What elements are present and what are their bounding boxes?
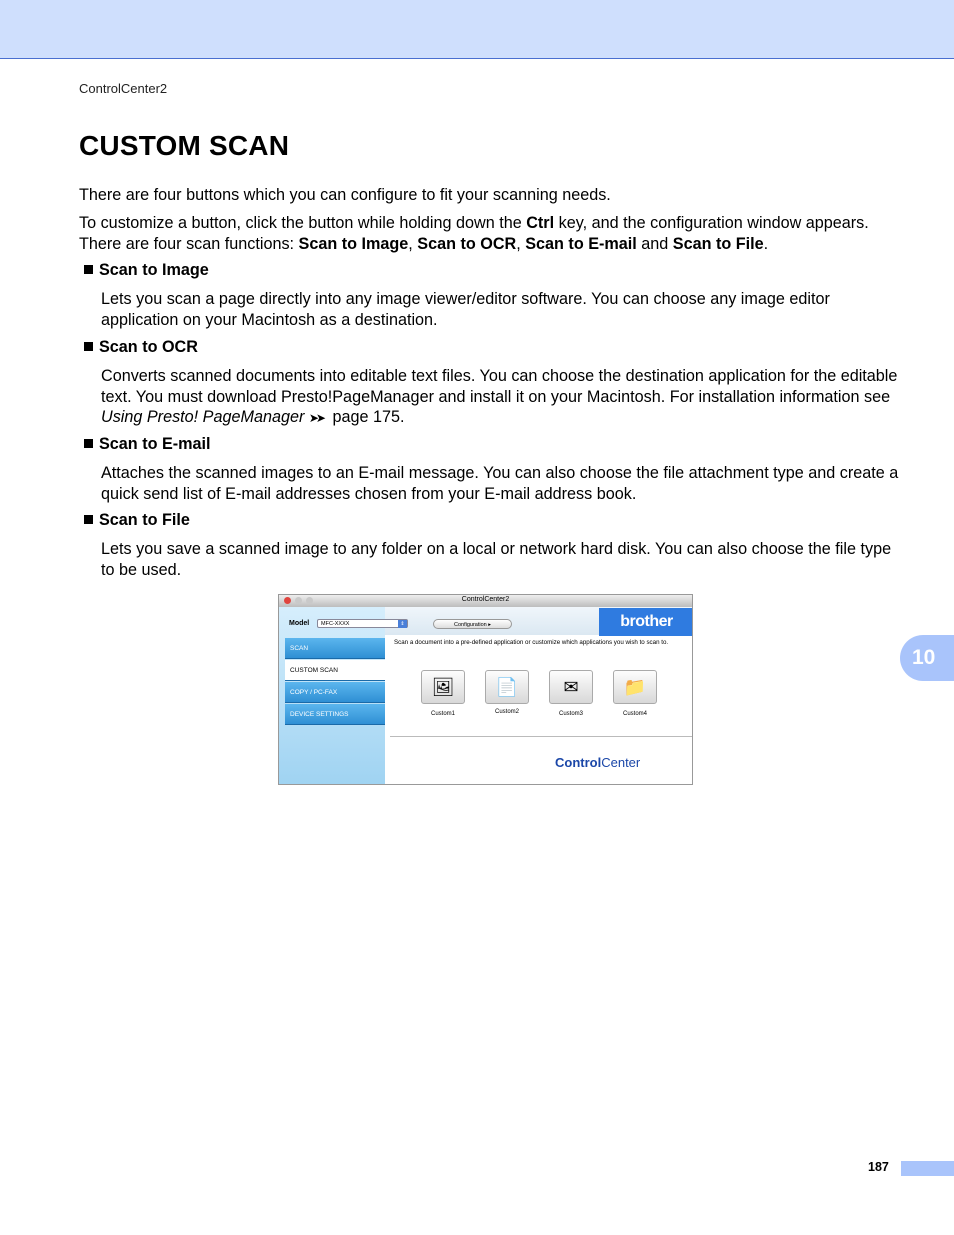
ocr-icon[interactable]: 📄 — [485, 670, 529, 704]
running-head: ControlCenter2 — [79, 81, 168, 96]
custom2-label: Custom2 — [494, 709, 519, 715]
ctrl-key: Ctrl — [526, 214, 555, 232]
bullet-text: Attaches the scanned images to an E-mail message. You can also choose the file attachment type and create a quick send list of E-mail addresses chosen from your E-mail address book. — [101, 464, 899, 503]
custom4-label: Custom4 — [622, 711, 647, 717]
bullet-text — [101, 366, 901, 429]
intro-paragraph-2 — [79, 213, 879, 254]
bullet-heading-text: Scan to E-mail — [99, 435, 211, 453]
bullet-heading-text: Scan to File — [99, 511, 190, 529]
model-label: Model — [289, 620, 310, 627]
divider — [390, 736, 693, 737]
header-band — [0, 0, 954, 59]
select-arrow-icon: ⇕ — [398, 620, 407, 628]
separator: and — [636, 234, 673, 253]
bullet-square-icon — [84, 439, 93, 448]
window-title: ControlCenter2 — [461, 596, 510, 603]
function-name: Scan to Image — [298, 234, 409, 253]
page-reference: page 175. — [327, 408, 405, 426]
intro-paragraph: There are four buttons which you can configure to fit your scanning needs. — [79, 186, 611, 204]
menu-item-copy-pc-fax[interactable]: COPY / PC-FAX — [285, 682, 385, 703]
model-select[interactable] — [317, 619, 408, 628]
bullet-heading — [84, 338, 198, 357]
menu-item-device-settings[interactable]: DEVICE SETTINGS — [285, 704, 385, 725]
bullet-heading-text: Scan to Image — [99, 261, 209, 279]
model-value: MFC-XXXX — [321, 621, 350, 627]
menu-item-scan[interactable]: SCAN — [285, 638, 385, 659]
logo-light: Center — [601, 755, 641, 770]
bullet-heading — [84, 435, 211, 454]
logo-bold: Control — [555, 755, 602, 770]
configuration-label: Configuration — [453, 622, 487, 628]
function-name: Scan to E-mail — [525, 234, 637, 253]
separator: . — [763, 234, 769, 253]
intro-text: key, and the configuration window appears. There are four scan functions: — [79, 214, 869, 253]
configuration-button[interactable]: Configuration ▸ — [433, 619, 512, 629]
bullet-text-part: Converts scanned documents into editable text files. You can choose the destination application for the editable text. You must download Presto!PageManager and install it on your Macintosh. For installation information see — [101, 367, 898, 406]
bullet-square-icon — [84, 515, 93, 524]
custom1-label: Custom1 — [430, 711, 455, 717]
image-icon[interactable]: 🖼 — [421, 670, 465, 704]
bullet-square-icon — [84, 342, 93, 351]
page-number-bar — [901, 1161, 954, 1176]
bullet-text: Lets you save a scanned image to any folder on a local or network hard disk. You can also choose the file type to be used. — [101, 540, 892, 579]
separator: , — [516, 234, 526, 253]
double-arrow-icon: ➤➤ — [308, 411, 323, 425]
bullet-heading — [84, 261, 209, 280]
folder-icon[interactable]: 📁 — [613, 670, 657, 704]
bullet-text: Lets you scan a page directly into any image viewer/editor software. You can choose any image editor application on your Macintosh as a destination. — [101, 290, 830, 329]
intro-text: To customize a button, click the button while holding down the — [79, 214, 527, 232]
bullet-square-icon — [84, 265, 93, 274]
bullet-heading — [84, 511, 190, 530]
custom3-label: Custom3 — [558, 711, 583, 717]
menu-item-custom-scan[interactable]: CUSTOM SCAN — [285, 660, 385, 681]
chapter-tab: 10 — [900, 635, 954, 681]
page-title: CUSTOM SCAN — [79, 130, 290, 161]
page-number: 187 — [868, 1160, 889, 1174]
separator: , — [408, 234, 418, 253]
cross-reference[interactable]: Using Presto! PageManager — [101, 408, 305, 426]
controlcenter-window — [278, 594, 693, 785]
email-icon[interactable]: ✉ — [549, 670, 593, 704]
brother-logo: brother — [599, 608, 693, 636]
function-name: Scan to File — [672, 234, 764, 253]
bullet-heading-text: Scan to OCR — [99, 338, 198, 356]
controlcenter-logo — [555, 755, 640, 770]
function-name: Scan to OCR — [417, 234, 517, 253]
panel-description: Scan a document into a pre-defined application or customize which applications you wish to scan to. — [394, 639, 669, 646]
